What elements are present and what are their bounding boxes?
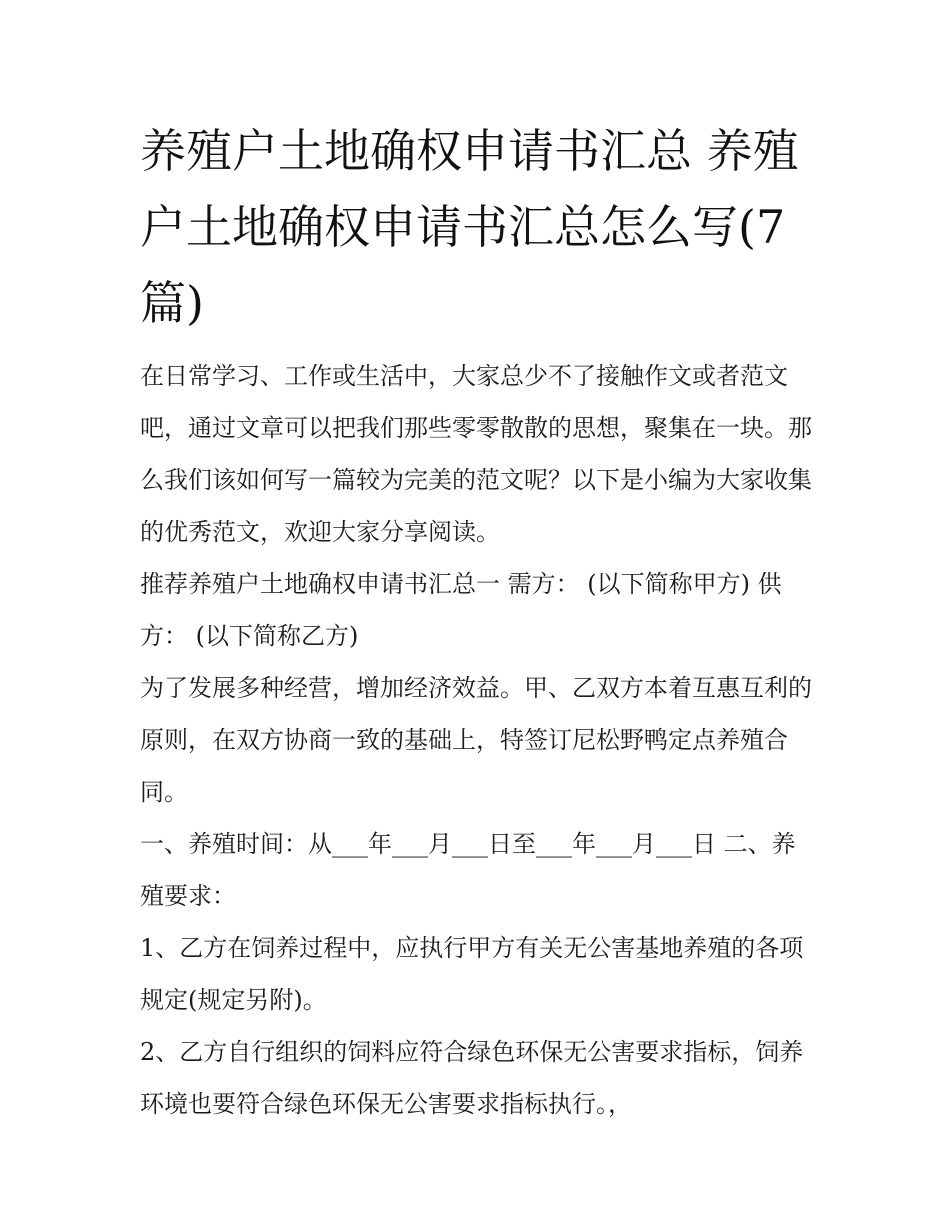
document-title: 养殖户土地确权申请书汇总 养殖户土地确权申请书汇总怎么写(7篇) — [140, 124, 799, 330]
clause-2-paragraph: 2、乙方自行组织的饲料应符合绿色环保无公害要求指标，饲养环境也要符合绿色环保无公害要求指标执行。， — [140, 1038, 804, 1118]
term-paragraph: 一、养殖时间：从___年___月___日至___年___月___日 二、养殖要求： — [140, 830, 796, 910]
intro-paragraph: 在日常学习、工作或生活中，大家总少不了接触作文或者范文吧，通过文章可以把我们那些零零散散的思想，聚集在一块。那么我们该如何写一篇较为完美的范文呢？以下是小编为大家收集的优秀范文，欢迎大家分享阅读。 — [140, 362, 812, 546]
parties-paragraph: 推荐养殖户土地确权申请书汇总一 需方： (以下简称甲方) 供方： (以下简称乙方) — [140, 570, 782, 650]
document-body — [140, 350, 812, 1130]
clause-1-paragraph: 1、乙方在饲养过程中，应执行甲方有关无公害基地养殖的各项规定(规定另附)。 — [140, 934, 804, 1014]
purpose-paragraph: 为了发展多种经营，增加经济效益。甲、乙双方本着互惠互利的原则，在双方协商一致的基础上，特签订尼松野鸭定点养殖合同。 — [140, 674, 812, 806]
